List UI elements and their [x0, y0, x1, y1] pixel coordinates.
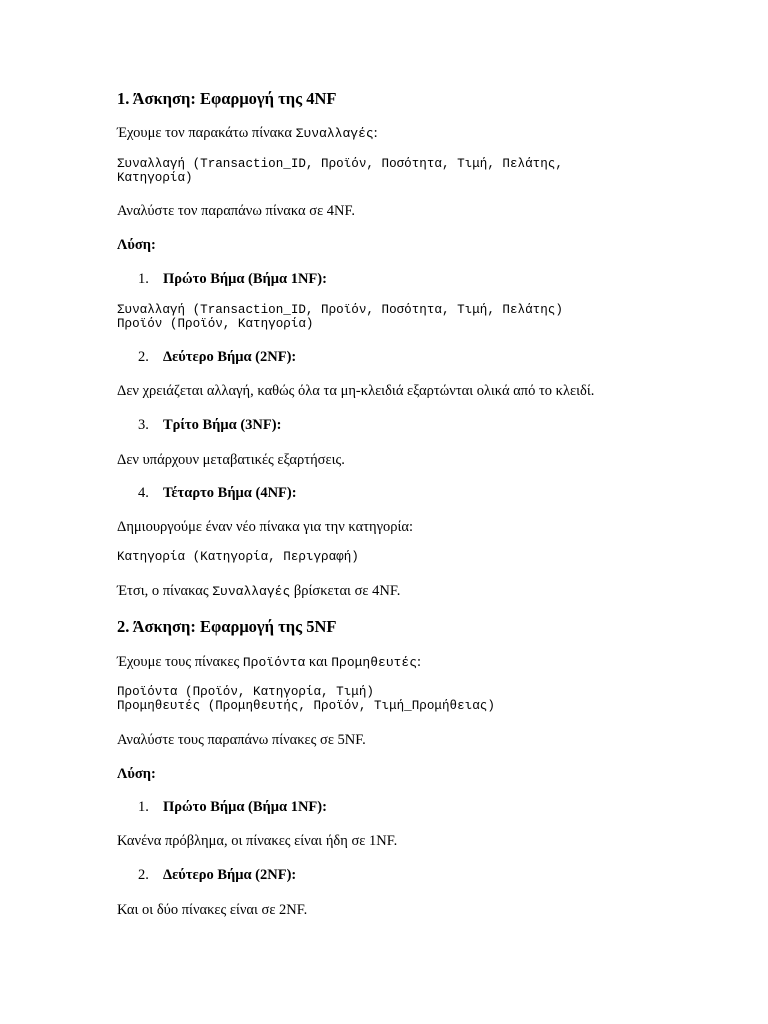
exercise-1-task: Αναλύστε τον παραπάνω πίνακα σε 4NF. — [117, 203, 356, 219]
step-title: Τέταρτο Βήμα (4NF): — [163, 485, 297, 501]
exercise-1-conclusion — [117, 582, 400, 601]
intro-text: και — [305, 654, 332, 670]
code-line: Συναλλαγή (Transaction_ID, Προϊόν, Ποσότητα, Τιμή, Πελάτης) — [117, 303, 563, 317]
schema-line: Προϊόντα (Προϊόν, Κατηγορία, Τιμή) — [117, 685, 374, 699]
exercise-1-step-4-code: Κατηγορία (Κατηγορία, Περιγραφή) — [117, 550, 359, 564]
conclusion-text: βρίσκεται σε 4NF. — [290, 583, 401, 599]
intro-colon: : — [373, 125, 378, 141]
exercise-1-step-2-title — [138, 348, 296, 366]
code-line: Προϊόν (Προϊόν, Κατηγορία) — [117, 317, 314, 331]
step-title: Πρώτο Βήμα (Βήμα 1NF): — [163, 271, 327, 287]
exercise-1-heading: 1. Άσκηση: Εφαρμογή της 4NF — [117, 89, 337, 108]
list-number: 2. — [138, 867, 149, 883]
exercise-2-step-1-text: Κανένα πρόβλημα, οι πίνακες είναι ήδη σε 1NF. — [117, 833, 398, 849]
conclusion-text: Έτσι, ο πίνακας — [117, 583, 213, 599]
exercise-2-task: Αναλύστε τους παραπάνω πίνακες σε 5NF. — [117, 732, 366, 748]
step-title: Τρίτο Βήμα (3NF): — [163, 417, 282, 433]
exercise-2-heading: 2. Άσκηση: Εφαρμογή της 5NF — [117, 617, 337, 636]
table-name-inline: Προϊόντα — [242, 655, 306, 670]
list-number: 3. — [138, 417, 149, 433]
list-number: 1. — [138, 799, 149, 815]
exercise-1-step-1-title — [138, 270, 327, 288]
table-name-inline: Συναλλαγές — [295, 126, 374, 141]
table-name-inline: Συναλλαγές — [212, 584, 291, 599]
list-number: 2. — [138, 349, 149, 365]
exercise-2-step-2-title — [138, 866, 296, 884]
schema-line: Κατηγορία) — [117, 171, 193, 185]
exercise-2-intro — [117, 653, 421, 672]
list-number: 1. — [138, 271, 149, 287]
intro-text: Έχουμε τους πίνακες — [117, 654, 243, 670]
list-number: 4. — [138, 485, 149, 501]
exercise-1-step-3-text: Δεν υπάρχουν μεταβατικές εξαρτήσεις. — [117, 452, 345, 468]
step-title: Δεύτερο Βήμα (2NF): — [163, 349, 297, 365]
step-title: Πρώτο Βήμα (Βήμα 1NF): — [163, 799, 327, 815]
exercise-1-step-4-title — [138, 484, 297, 502]
schema-line: Προμηθευτές (Προμηθευτής, Προϊόν, Τιμή_Προμήθειας) — [117, 699, 495, 713]
exercise-1-schema — [117, 157, 563, 185]
intro-text: Έχουμε τον παρακάτω πίνακα — [117, 125, 296, 141]
exercise-1-solution-label: Λύση: — [117, 237, 156, 253]
exercise-1-step-4-text: Δημιουργούμε έναν νέο πίνακα για την κατηγορία: — [117, 519, 414, 535]
step-title: Δεύτερο Βήμα (2NF): — [163, 867, 297, 883]
table-name-inline: Προμηθευτές — [331, 655, 418, 670]
exercise-2-step-2-text: Και οι δύο πίνακες είναι σε 2NF. — [117, 902, 308, 918]
exercise-1-step-3-title — [138, 416, 281, 434]
exercise-2-solution-label: Λύση: — [117, 766, 156, 782]
exercise-1-step-1-code — [117, 303, 563, 331]
intro-colon: : — [417, 654, 422, 670]
exercise-2-schema — [117, 685, 495, 713]
exercise-2-step-1-title — [138, 798, 327, 816]
exercise-1-intro — [117, 124, 378, 143]
exercise-1-step-2-text: Δεν χρειάζεται αλλαγή, καθώς όλα τα μη-κλειδιά εξαρτώνται ολικά από το κλειδί. — [117, 383, 595, 399]
schema-line: Συναλλαγή (Transaction_ID, Προϊόν, Ποσότητα, Τιμή, Πελάτης, — [117, 157, 563, 171]
